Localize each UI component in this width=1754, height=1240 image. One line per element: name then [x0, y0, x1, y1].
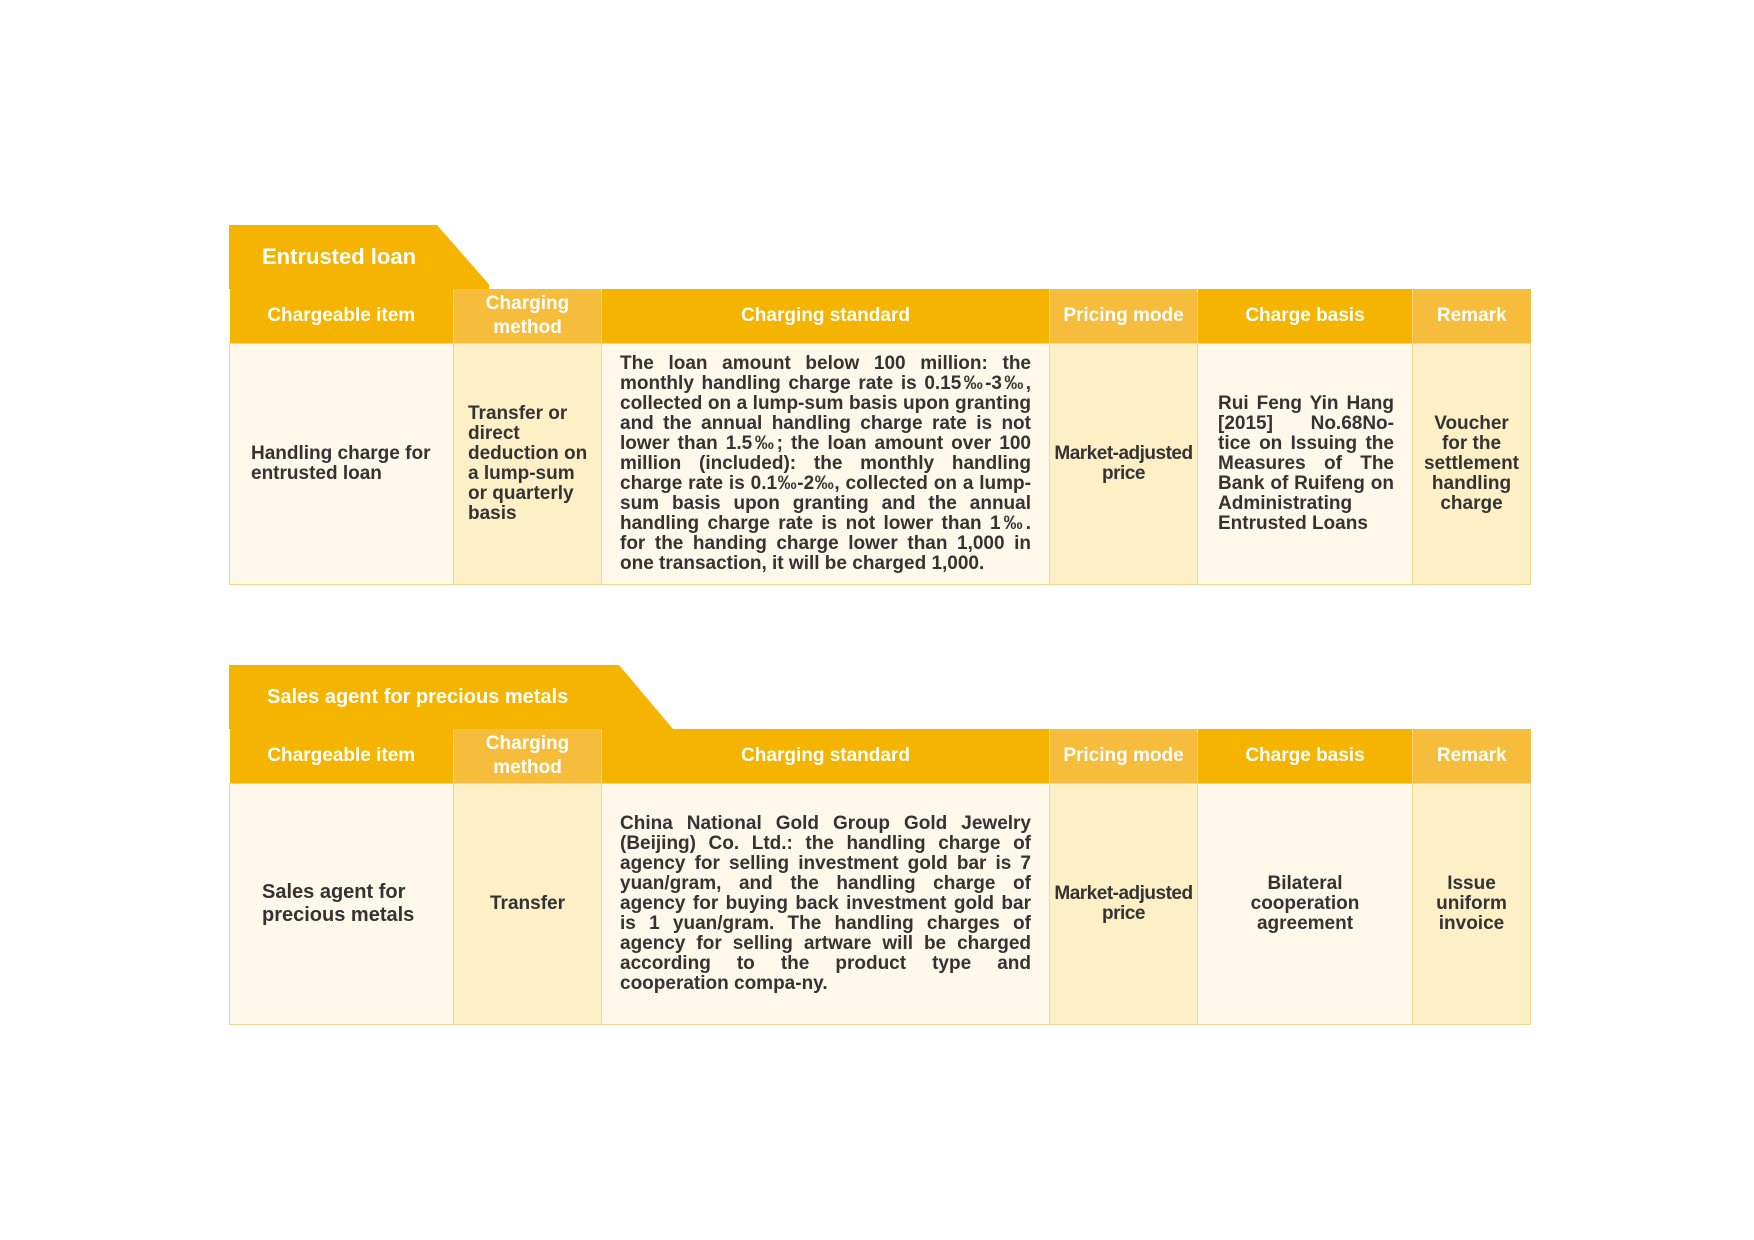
- section-precious-metals: [229, 665, 1530, 1025]
- cell-chargeable-item: Sales agent for precious metals: [230, 784, 454, 1025]
- header-charge-basis: Charge basis: [1198, 729, 1413, 784]
- cell-chargeable-item: Handling charge for entrusted loan: [230, 344, 454, 585]
- table-row: [230, 784, 1531, 1025]
- section-title: Entrusted loan: [262, 244, 417, 269]
- fee-table: [229, 729, 1531, 1025]
- header-chargeable-item: Chargeable item: [230, 729, 454, 784]
- cell-charge-basis: Rui Feng Yin Hang [2015] No.68No-tice on Issuing the Measures of The Bank of Ruifeng on Administrating Entrusted Loans: [1198, 344, 1413, 585]
- header-remark: Remark: [1413, 729, 1531, 784]
- header-charging-method: Charging method: [454, 289, 602, 344]
- header-pricing-mode: Pricing mode: [1050, 289, 1198, 344]
- table-row: [230, 344, 1531, 585]
- header-chargeable-item: Chargeable item: [230, 289, 454, 344]
- cell-charging-method: Transfer or direct deduction on a lump-sum or quarterly basis: [454, 344, 602, 585]
- section-title: Sales agent for precious metals: [267, 686, 569, 708]
- cell-charging-standard: The loan amount below 100 million: the monthly handling charge rate is 0.15‰-3‰, collected on a lump-sum basis upon granting and the annual handling charge rate is not lower than 1.5‰; the loan amount over 100 million (included): the monthly handling charge rate is 0.1‰-2‰, collected on a lump-sum basis upon granting and the annual handling charge rate is not lower than 1‰. for the handing charge lower than 1,000 in one transaction, it will be charged 1,000.: [602, 344, 1050, 585]
- cell-pricing-mode: Market-adjusted price: [1050, 344, 1198, 585]
- table-header-row: [230, 729, 1531, 784]
- header-charging-standard: Charging standard: [602, 289, 1050, 344]
- header-charging-method: Charging method: [454, 729, 602, 784]
- section-entrusted-loan: [229, 225, 1530, 585]
- header-pricing-mode: Pricing mode: [1050, 729, 1198, 784]
- section-tab: [229, 665, 1530, 729]
- cell-remark: Voucher for the settlement handling charge: [1413, 344, 1531, 585]
- cell-charge-basis: Bilateral cooperation agreement: [1198, 784, 1413, 1025]
- cell-remark: Issue uniform invoice: [1413, 784, 1531, 1025]
- header-charging-standard: Charging standard: [602, 729, 1050, 784]
- fee-table: [229, 289, 1531, 585]
- table-header-row: [230, 289, 1531, 344]
- header-remark: Remark: [1413, 289, 1531, 344]
- cell-pricing-mode: Market-adjusted price: [1050, 784, 1198, 1025]
- cell-charging-standard: China National Gold Group Gold Jewelry (Beijing) Co. Ltd.: the handling charge of agency for selling investment gold bar is 7 yuan/gram, and the handling charge of agency for buying back investment gold bar is 1 yuan/gram. The handling charges of agency for selling artware will be charged according to the product type and cooperation compa-ny.: [602, 784, 1050, 1025]
- cell-charging-method: Transfer: [454, 784, 602, 1025]
- header-charge-basis: Charge basis: [1198, 289, 1413, 344]
- section-tab: [229, 225, 1530, 289]
